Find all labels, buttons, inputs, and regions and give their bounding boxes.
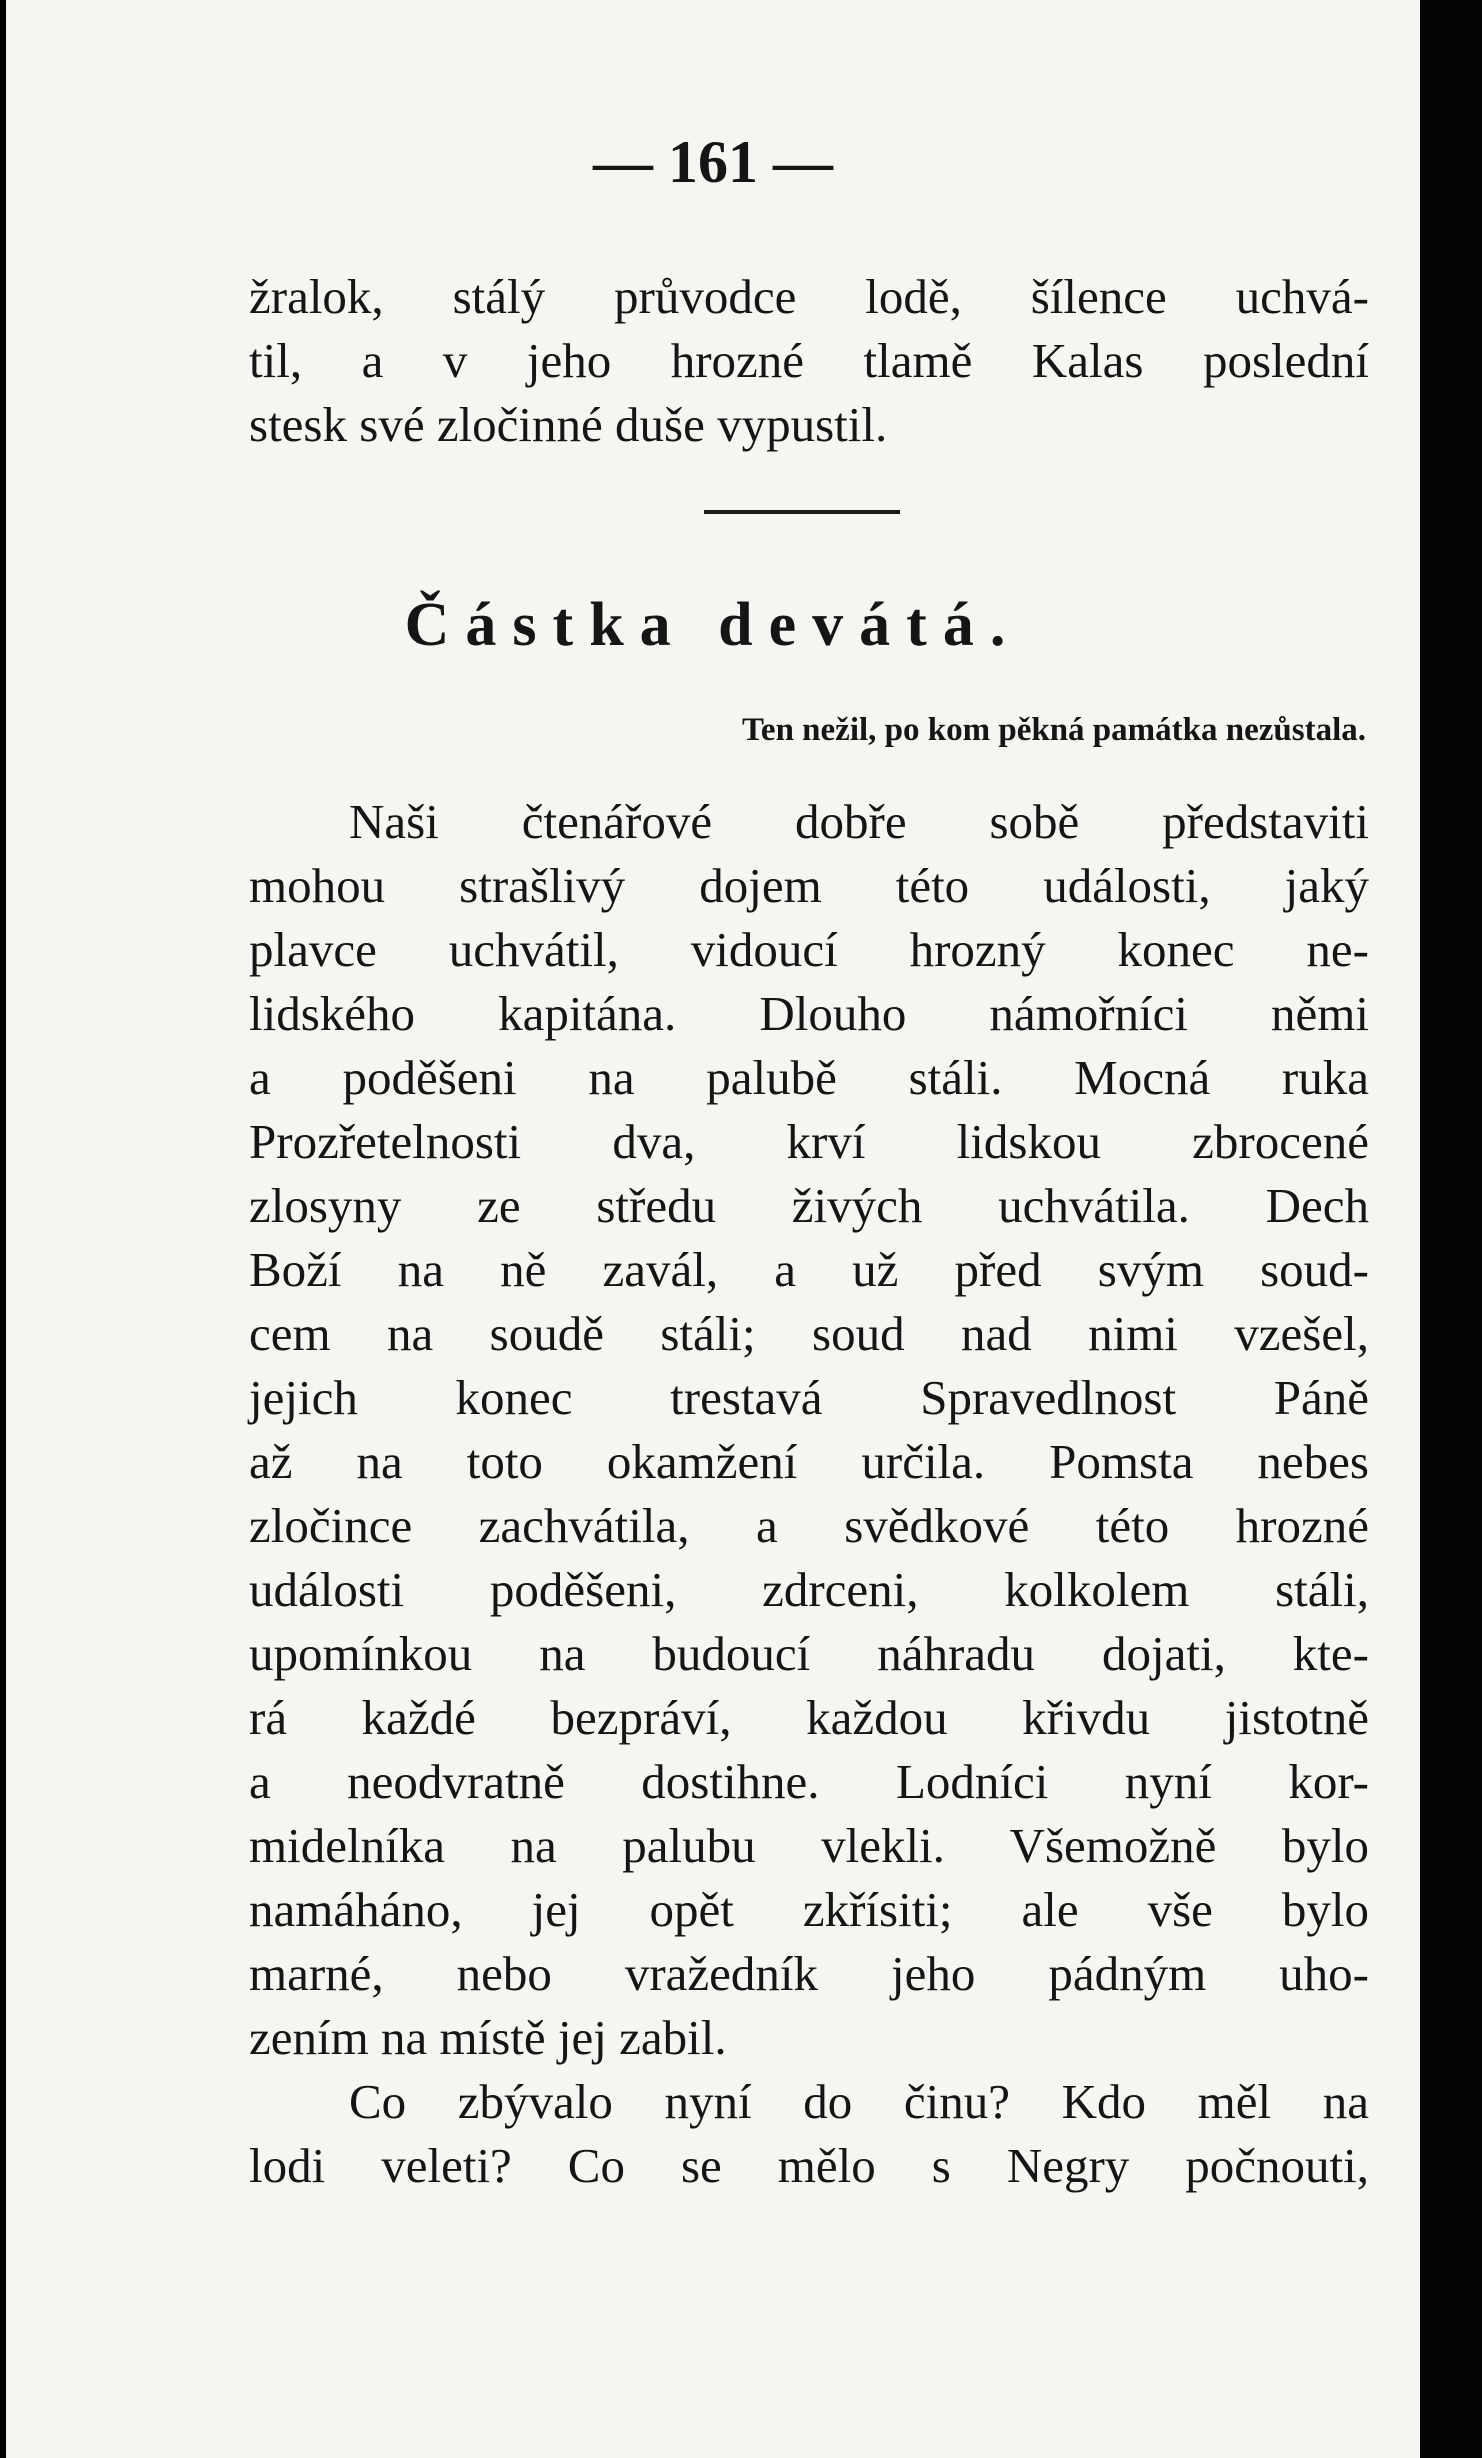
book-page (6, 0, 1420, 2458)
scan-border (1420, 0, 1482, 2458)
paragraph-line: midelníka na palubu vlekli. Všemožně bylo (249, 1818, 1369, 1873)
paragraph-line: cem na soudě stáli; soud nad nimi vzešel, (249, 1306, 1369, 1361)
paragraph-line: mohou strašlivý dojem této události, jaký (249, 858, 1369, 913)
opening-line: stesk své zločinné duše vypustil. (249, 397, 888, 452)
paragraph-line: lidského kapitána. Dlouho námořníci němi (249, 986, 1369, 1041)
paragraph-line: Prozřetelnosti dva, krví lidskou zbrocené (249, 1114, 1369, 1169)
paragraph-line: a neodvratně dostihne. Lodníci nyní kor- (249, 1754, 1369, 1809)
paragraph-line: Co zbývalo nyní do činu? Kdo měl na (349, 2074, 1369, 2129)
paragraph-line: marné, nebo vražedník jeho pádným uho- (249, 1946, 1369, 2001)
paragraph-line: zením na místě jej zabil. (249, 2010, 727, 2065)
opening-line: žralok, stálý průvodce lodě, šílence uchvá- (249, 269, 1369, 324)
section-divider (704, 510, 900, 514)
paragraph-line: upomínkou na budoucí náhradu dojati, kte- (249, 1626, 1369, 1681)
paragraph-line: zločince zachvátila, a svědkové této hrozné (249, 1498, 1369, 1553)
paragraph-line: namáháno, jej opět zkřísiti; ale vše bylo (249, 1882, 1369, 1937)
paragraph-line: jejich konec trestavá Spravedlnost Páně (249, 1370, 1369, 1425)
chapter-subtitle: Ten nežil, po kom pěkná památka nezůstala. (741, 712, 1366, 748)
paragraph-line: a poděšeni na palubě stáli. Mocná ruka (249, 1050, 1369, 1105)
paragraph-line: události poděšeni, zdrceni, kolkolem stáli, (249, 1562, 1369, 1617)
paragraph-line: lodi veleti? Co se mělo s Negry počnouti, (249, 2138, 1369, 2193)
paragraph-line: plavce uchvátil, vidoucí hrozný konec ne- (249, 922, 1369, 977)
chapter-title: Částka devátá. (404, 591, 1022, 659)
paragraph-line: až na toto okamžení určila. Pomsta nebes (249, 1434, 1369, 1489)
opening-line: til, a v jeho hrozné tlamě Kalas poslední (249, 333, 1369, 388)
paragraph-line: rá každé bezpráví, každou křivdu jistotně (249, 1690, 1369, 1745)
paragraph-line: Naši čtenářové dobře sobě představiti (349, 794, 1369, 849)
paragraph-line: Boží na ně zavál, a už před svým soud- (249, 1242, 1369, 1297)
paragraph-line: zlosyny ze středu živých uchvátila. Dech (249, 1178, 1369, 1233)
page-number: — 161 — (593, 129, 833, 195)
